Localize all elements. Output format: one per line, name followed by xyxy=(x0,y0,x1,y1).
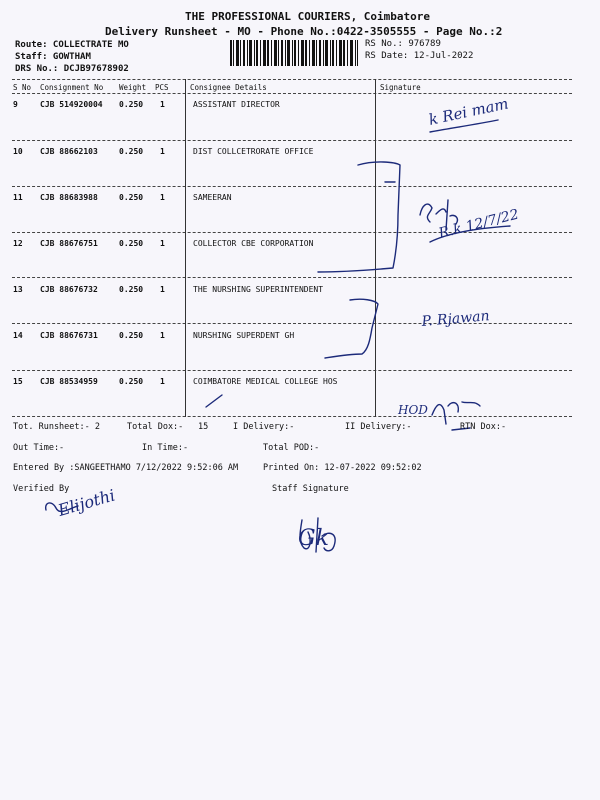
out-time: Out Time:- xyxy=(13,443,65,453)
handwritten-row15: HOD xyxy=(398,403,428,417)
total-dox-value: 15 xyxy=(198,422,209,432)
cell-consignment: CJB 88683988 xyxy=(40,193,98,202)
cell-sno: 15 xyxy=(13,377,23,386)
i-delivery: I Delivery:- xyxy=(233,422,295,432)
cell-consignee: NURSHING SUPERDENT GH xyxy=(193,331,295,340)
cell-weight: 0.250 xyxy=(119,193,144,202)
handwritten-verified: Elijothi xyxy=(55,485,118,520)
handwritten-staff: Gk xyxy=(298,526,329,551)
cell-weight: 0.250 xyxy=(119,377,144,386)
cell-consignee: DIST COLLCETRORATE OFFICE xyxy=(193,147,314,156)
cell-sno: 9 xyxy=(13,100,18,109)
cell-consignment: CJB 88676731 xyxy=(40,331,98,340)
col-header-pcs: PCS xyxy=(155,83,169,92)
printed-on: Printed On: 12-07-2022 09:52:02 xyxy=(263,463,422,473)
cell-sno: 14 xyxy=(13,331,23,340)
cell-weight: 0.250 xyxy=(119,100,144,109)
cell-weight: 0.250 xyxy=(119,285,144,294)
col-header-consignment: Consignment No xyxy=(40,83,104,92)
ink-bracket-rows-10-12 xyxy=(318,162,400,272)
cell-consignment: CJB 514920004 xyxy=(40,100,103,109)
verified-by-label: Verified By xyxy=(13,484,70,494)
cell-consignment: CJB 88676732 xyxy=(40,285,98,294)
cell-consignee: THE NURSHING SUPERINTENDENT xyxy=(193,285,324,294)
col-header-consignee: Consignee Details xyxy=(190,83,267,92)
cell-sno: 12 xyxy=(13,239,23,248)
staff-label: Staff: GOWTHAM xyxy=(15,52,91,62)
col-header-signature: Signature xyxy=(380,83,421,92)
cell-weight: 0.250 xyxy=(119,239,144,248)
cell-sno: 13 xyxy=(13,285,23,294)
ii-delivery: II Delivery:- xyxy=(345,422,412,432)
route-label: Route: COLLECTRATE MO xyxy=(15,40,129,50)
handwritten-row14: P. Rjawan xyxy=(420,308,491,330)
cell-pcs: 1 xyxy=(160,193,165,202)
in-time: In Time:- xyxy=(142,443,189,453)
total-pod: Total POD:- xyxy=(263,443,320,453)
cell-pcs: 1 xyxy=(160,285,165,294)
cell-consignment: CJB 88676751 xyxy=(40,239,98,248)
cell-consignee: SAMEERAN xyxy=(193,193,232,202)
runsheet-title: Delivery Runsheet - MO - Phone No.:0422-3505555 - Page No.:2 xyxy=(105,25,503,38)
cell-pcs: 1 xyxy=(160,100,165,109)
cell-pcs: 1 xyxy=(160,147,165,156)
cell-pcs: 1 xyxy=(160,239,165,248)
tot-runsheet: Tot. Runsheet:- 2 xyxy=(13,422,100,432)
staff-signature-label: Staff Signature xyxy=(272,484,349,494)
drs-number: DRS No.: DCJB97678902 xyxy=(15,64,129,74)
company-name: THE PROFESSIONAL COURIERS, Coimbatore xyxy=(185,10,431,23)
entered-by: Entered By :SANGEETHAMO 7/12/2022 9:52:06 AM xyxy=(13,463,239,473)
cell-pcs: 1 xyxy=(160,377,165,386)
col-header-weight: Weight xyxy=(119,83,147,92)
cell-consignment: CJB 88534959 xyxy=(40,377,98,386)
cell-weight: 0.250 xyxy=(119,331,144,340)
cell-weight: 0.250 xyxy=(119,147,144,156)
cell-consignee: COIMBATORE MEDICAL COLLEGE HOS xyxy=(193,377,338,386)
total-dox-label: Total Dox:- xyxy=(127,422,184,432)
handwritten-row9: k Rei mam xyxy=(427,94,511,129)
col-header-sno: S No xyxy=(13,83,32,92)
cell-sno: 11 xyxy=(13,193,23,202)
ink-row15-slash xyxy=(206,395,222,407)
ink-bracket-rows-13-14 xyxy=(325,299,378,358)
cell-pcs: 1 xyxy=(160,331,165,340)
cell-consignee: COLLECTOR CBE CORPORATION xyxy=(193,239,314,248)
handwritten-row12: R.k 12/7/22 xyxy=(437,206,521,242)
rtn-dox: RTN Dox:- xyxy=(460,422,507,432)
rs-date: RS Date: 12-Jul-2022 xyxy=(365,51,474,61)
rs-number: RS No.: 976789 xyxy=(365,39,441,49)
cell-consignee: ASSISTANT DIRECTOR xyxy=(193,100,280,109)
cell-consignment: CJB 88662103 xyxy=(40,147,98,156)
cell-sno: 10 xyxy=(13,147,23,156)
